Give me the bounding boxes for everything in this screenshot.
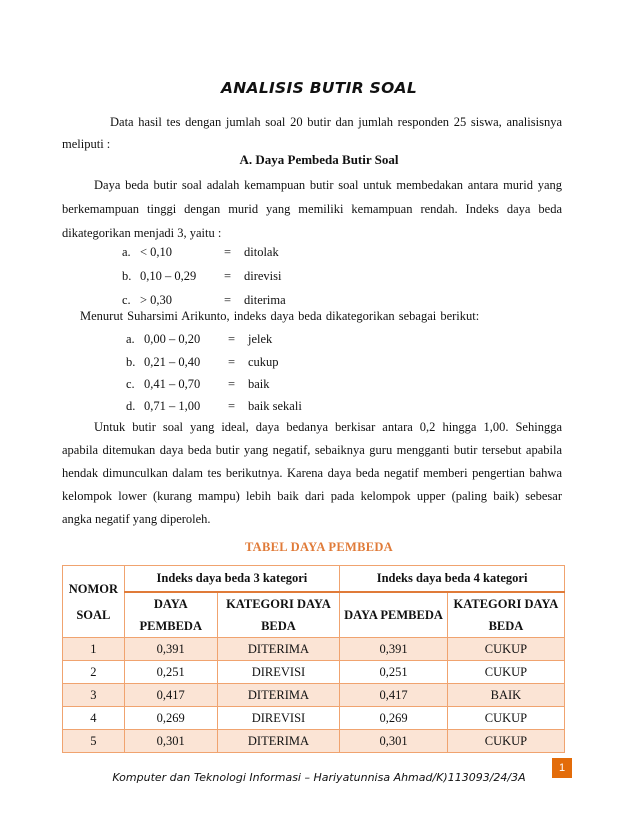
cell-dp3: 0,251	[124, 661, 217, 684]
arikunto-line: Menurut Suharsimi Arikunto, indeks daya beda dikategorikan sebagai berikut:	[80, 309, 480, 323]
list-label: a.	[126, 332, 135, 346]
list4-item	[126, 327, 272, 351]
list-eq: =	[224, 293, 232, 307]
cell-kat3: DITERIMA	[217, 638, 339, 661]
header-daya-pembeda: DAYA PEMBEDA	[340, 592, 448, 638]
intro-line-1: Data hasil tes dengan jumlah soal 20 butir dan jumlah responden 25 siswa, analisisnya	[110, 115, 562, 129]
cell-kat3: DIREVISI	[217, 661, 339, 684]
cell-dp4: 0,301	[340, 730, 448, 753]
cell-dp3: 0,301	[124, 730, 217, 753]
para1-line-2: berkemampuan tinggi dengan murid yang memiliki kemampuan rendah. Indeks daya beda	[62, 202, 562, 216]
para2-line-1: Untuk butir soal yang ideal, daya bedanya berkisar antara 0,2 hingga 1,00. Sehingga	[94, 420, 562, 434]
page-title: ANALISIS BUTIR SOAL	[220, 79, 418, 97]
list-range: 0,00 – 0,20	[144, 332, 201, 346]
table-row	[63, 684, 565, 707]
list-eq: =	[228, 332, 236, 346]
cell-dp3: 0,417	[124, 684, 217, 707]
para1-line-3: dikategorikan menjadi 3, yaitu :	[62, 226, 222, 240]
list3-item	[122, 240, 279, 264]
list-eq: =	[224, 269, 232, 283]
cell-dp4: 0,391	[340, 638, 448, 661]
list-category: diterima	[244, 293, 286, 307]
list-category: jelek	[248, 332, 273, 346]
table-row	[63, 638, 565, 661]
list-range: 0,10 – 0,29	[140, 269, 197, 283]
list-eq: =	[228, 377, 236, 391]
list-range: 0,71 – 1,00	[144, 399, 201, 413]
cell-dp4: 0,251	[340, 661, 448, 684]
list-eq: =	[228, 399, 236, 413]
page-number-badge: 1	[552, 758, 572, 778]
list-label: c.	[126, 377, 135, 391]
table-row	[63, 661, 565, 684]
list-category: baik	[248, 377, 270, 391]
cell-dp4: 0,417	[340, 684, 448, 707]
cell-kat3: DITERIMA	[217, 730, 339, 753]
list3-item	[122, 264, 282, 288]
list-range: 0,41 – 0,70	[144, 377, 201, 391]
cell-kat3: DIREVISI	[217, 707, 339, 730]
cell-kat4: CUKUP	[447, 661, 564, 684]
cell-no: 4	[63, 707, 125, 730]
table-row	[63, 730, 565, 753]
list-category: baik sekali	[248, 399, 302, 413]
list-range: > 0,30	[140, 293, 173, 307]
cell-no: 2	[63, 661, 125, 684]
cell-dp4: 0,269	[340, 707, 448, 730]
header-kategori: KATEGORI DAYA BEDA	[217, 592, 339, 638]
cell-kat4: CUKUP	[447, 730, 564, 753]
list-eq: =	[224, 245, 232, 259]
cell-no: 1	[63, 638, 125, 661]
cell-kat4: CUKUP	[447, 638, 564, 661]
page-footer: Komputer dan Teknologi Informasi – Hariyatunnisa Ahmad/K)113093/24/3A	[112, 771, 526, 784]
list-eq: =	[228, 355, 236, 369]
section-a-heading: A. Daya Pembeda Butir Soal	[239, 152, 399, 167]
cell-dp3: 0,269	[124, 707, 217, 730]
para1-line-1: Daya beda butir soal adalah kemampuan butir soal untuk membedakan antara murid yang	[94, 178, 562, 192]
list-label: c.	[122, 293, 131, 307]
list-label: b.	[126, 355, 136, 369]
header-daya-pembeda: DAYA PEMBEDA	[124, 592, 217, 638]
table-title: TABEL DAYA PEMBEDA	[244, 540, 394, 554]
intro-line-2: meliputi :	[62, 137, 111, 151]
list-category: direvisi	[244, 269, 282, 283]
list-label: b.	[122, 269, 132, 283]
cell-kat4: BAIK	[447, 684, 564, 707]
table-row	[63, 707, 565, 730]
para2-line-4: kelompok lower (kurang mampu) lebih baik dari pada kelompok upper (paling baik) sebesar	[62, 489, 562, 503]
list4-item	[126, 372, 270, 396]
list-label: d.	[126, 399, 136, 413]
header-group-3: Indeks daya beda 3 kategori	[124, 566, 339, 593]
list-range: 0,21 – 0,40	[144, 355, 201, 369]
list-category: cukup	[248, 355, 279, 369]
cell-dp3: 0,391	[124, 638, 217, 661]
daya-pembeda-table	[62, 565, 565, 753]
cell-no: 3	[63, 684, 125, 707]
cell-no: 5	[63, 730, 125, 753]
para2-line-5: angka negatif yang diperoleh.	[62, 512, 211, 526]
cell-kat4: CUKUP	[447, 707, 564, 730]
header-group-4: Indeks daya beda 4 kategori	[340, 566, 565, 593]
list-label: a.	[122, 245, 131, 259]
list-category: ditolak	[244, 245, 279, 259]
para2-line-2: apabila ditemukan daya beda butir yang negatif, sebaiknya guru mengganti butir tersebut apabila	[62, 443, 562, 457]
list-range: < 0,10	[140, 245, 173, 259]
header-kategori: KATEGORI DAYA BEDA	[447, 592, 564, 638]
header-nomor-soal: NOMOR SOAL	[63, 566, 125, 638]
cell-kat3: DITERIMA	[217, 684, 339, 707]
list4-item	[126, 350, 279, 374]
para2-line-3: hendak dimunculkan dalam tes berikutnya. Karena daya beda negatif memberi pengertian bahwa	[62, 466, 562, 480]
list4-item	[126, 394, 302, 418]
